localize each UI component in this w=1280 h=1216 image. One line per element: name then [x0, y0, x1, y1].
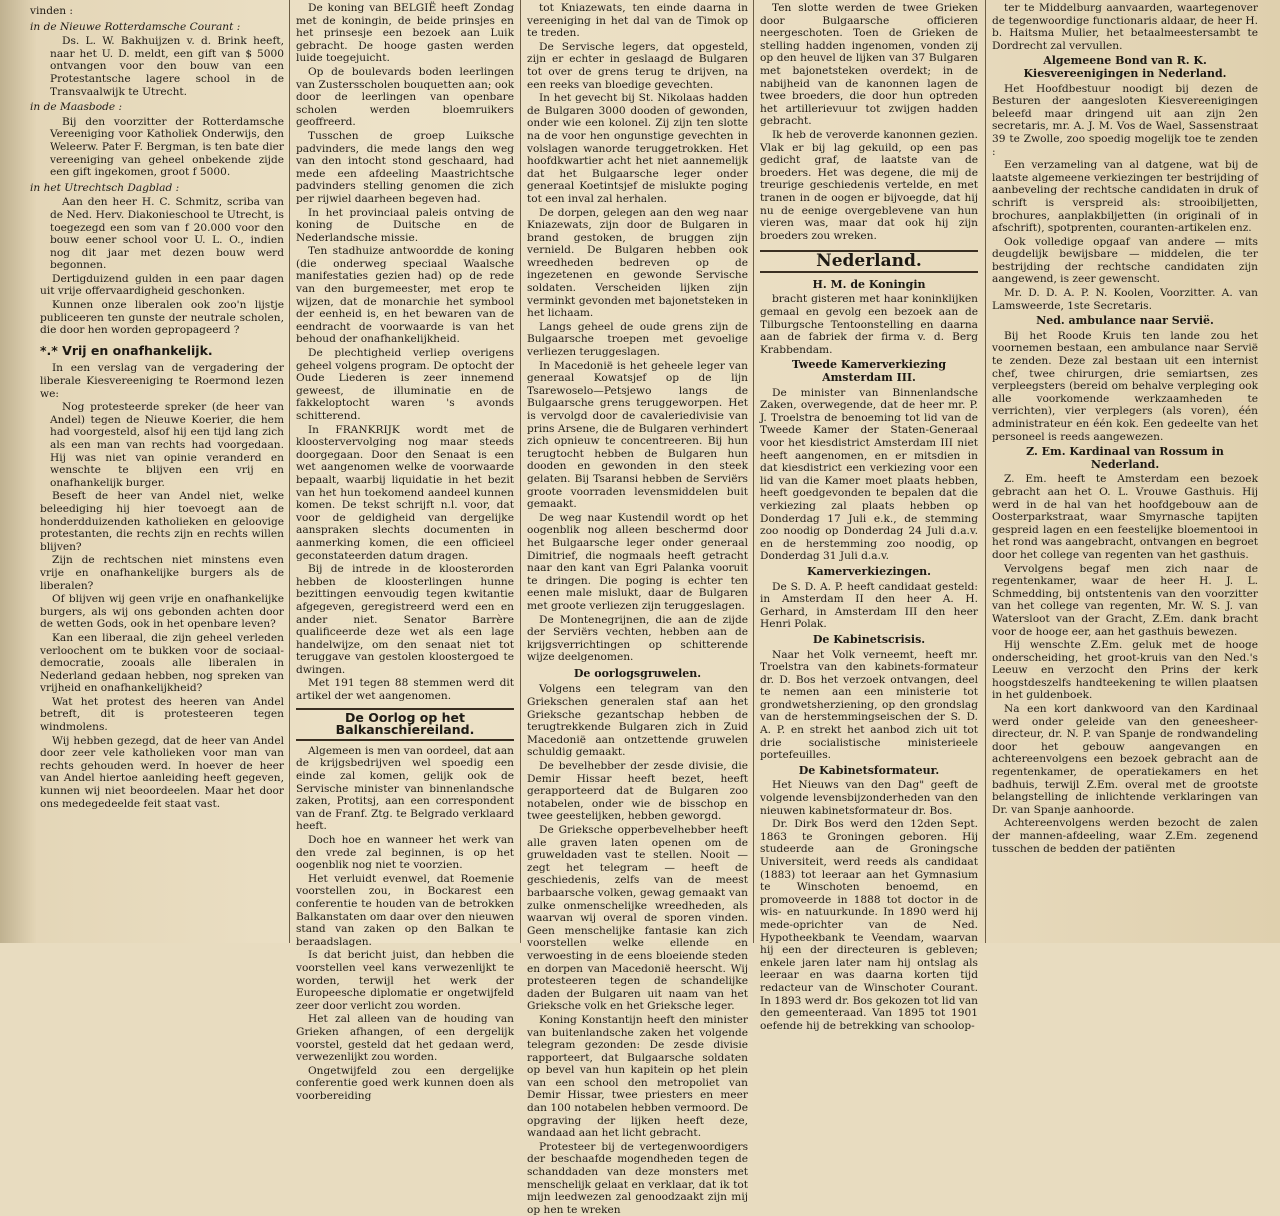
col2-paragraph: Doch hoe en wanneer het werk van den vrede zal beginnen, is op het oogenblik nog niet te voorzien. — [296, 834, 514, 872]
col1-paragraph: Beseft de heer van Andel niet, welke beleediging hij hier toevoegt aan de honderdduizenden katholieken en geloovige protestanten, die rechts zijn en rechts willen blijven? — [40, 490, 284, 553]
col4-subheading: De Kabinetsformateur. — [798, 763, 940, 777]
column-2 — [290, 0, 520, 1102]
col4-paragraph: Dr. Dirk Bos werd den 12den Sept. 1863 te Groningen geboren. Hij studeerde aan de Groningsche Universiteit, werd reeds als candidaat (1883) tot leeraar aan het Gymnasium te Winschoten benoemd, en promoveerde in 1888 tot doctor in de wis- en natuurkunde. In 1890 werd hij mede-oprichter van de Ned. Hypotheekbank te Veendam, waarvan hij een der directeuren is gebleven; enkele jaren later nam hij ontslag als leeraar en was daarna korten tijd redacteur van de Winschoter Courant. In 1893 werd dr. Bos gekozen tot lid van den gemeenteraad. Van 1895 tot 1901 oefende hij de betrekking van schoolop- — [760, 818, 978, 1032]
col5-paragraph: Hij wenschte Z.Em. geluk met de hooge onderscheiding, het groot-kruis van den Ned.'s Leeuw en verzocht den Prins der kerk hoogstdeszelfs handteekening te willen plaatsen in het guldenboek. — [992, 639, 1258, 702]
col4-subheading: De Kabinetscrisis. — [812, 632, 926, 646]
col3-paragraph: De weg naar Kustendil wordt op het oogenblik nog alleen beschermd door het Bulgaarsche leger onder generaal Dimitrief, die nogmaals heeft getracht naar den kant van Egri Palanka vooruit te dringen. Die poging is echter ten eenen male mislukt, daar de Bulgaren met groote verliezen zijn teruggeslagen. — [527, 511, 748, 612]
col2-paragraph: Ongetwijfeld zou een dergelijke conferentie goed werk kunnen doen als voorbereiding — [296, 1064, 514, 1102]
col2-paragraph: In FRANKRIJK wordt met de kloostervervolging nog maar steeds doorgegaan. Door den Senaat is een wet aangenomen welke de voorwaarde bepaalt, waarbij liquidatie in het bezit van het hun toekomend aandeel kunnen komen. De tekst schrijft n.l. voor, dat voor de geldigheid van dergelijke aanspraken slechts documenten in aanmerking komen, die een officieel geconstateerden datum dragen. — [296, 423, 514, 562]
col5-paragraph: Een verzameling van al datgene, wat bij de laatste algemeene verkiezingen ter bestrijding of aanbeveling der rechtsche candidaten in druk of schrift is verspreid als: strooibiljetten, brochures, aanplakbiljetten (in originali of in afschrift), spotprenten, couranten-artikelen enz. — [992, 159, 1258, 235]
col4-paragraph: Ten slotte werden de twee Grieken door Bulgaarsche officieren neergeschoten. Toen de Grieken de stelling hadden ingenomen, vonden zij op den heuvel de lijken van 37 Bulgaren met bajonetsteken overdekt; in de nabijheid van de kanonnen lagen de twee broeders, die door hun optreden het artillerievuur tot zwijgen hadden gebracht. — [760, 2, 978, 128]
col1-paragraph: Kunnen onze liberalen ook zoo'n lijstje publiceeren ten gunste der neutrale scholen, die door hen worden gepropageerd ? — [40, 299, 284, 337]
col1-paragraph: Aan den heer H. C. Schmitz, scriba van de Ned. Herv. Diakonieschool te Utrecht, is toegezegd een som van f 20.000 voor den bouw eener school voor U. L. O., indien nog dit jaar met dezen bouw werd begonnen. — [50, 196, 284, 272]
col5-paragraph: Na een kort dankwoord van den Kardinaal werd onder geleide van den geneesheer-directeur, dr. N. P. van Spanje de rondwandeling door het gebouw aangevangen en achtereenvolgens een bezoek gebracht aan de regentenkamer, de operatiekamers en het badhuis, terwijl Z.Em. overal met de grootste belangstelling de inlichtende verklaringen van Dr. van Spanje aanhoorde. — [992, 703, 1258, 816]
col5-paragraph: Mr. D. D. A. P. N. Koolen, Voorzitter. A. van Lamsweerde, 1ste Secretaris. — [992, 287, 1258, 312]
col2-paragraph: Bij de intrede in de kloosterorden hebben de kloosterlingen hunne bezittingen eenvoudig tegen kwitantie afgegeven, geregistreerd werd een en ander niet. Senator Barrère qualificeerde deze wet als een lage handelwijze, om den senaat niet tot teruggave van gestolen kloostergoed te dwingen. — [296, 563, 514, 676]
col2-paragraph: Is dat bericht juist, dan hebben die voorstellen veel kans verwezenlijkt te worden, terwijl het werk der Europeesche diplomatie er ongetwijfeld zeer door verlicht zou worden. — [296, 949, 514, 1012]
col2-paragraph: In het provinciaal paleis ontving de koning de Duitsche en de Nederlandsche missie. — [296, 206, 514, 244]
col2-paragraph: Met 191 tegen 88 stemmen werd dit artikel der wet aangenomen. — [296, 677, 514, 703]
col1-paragraph: Of blijven wij geen vrije en onafhankelijke burgers, als wij ons gebonden achten door de wetten Gods, ook in het openbare leven? — [40, 593, 284, 631]
col1-paragraph: Kan een liberaal, die zijn geheel verleden verloochent om te bukken voor de sociaal-democratie, zooals alle liberalen in Nederland gedaan hebben, nog spreken van vrijheid en onafhankelijkheid? — [40, 631, 284, 695]
col5-paragraph: Het Hoofdbestuur noodigt bij dezen de Besturen der aangesloten Kiesvereenigingen beleefd maar dringend uit aan zijn 2en secretaris, mr. A. J. M. Vos de Wael, Sassenstraat 39 te Zwolle, zoo spoedig mogelijk toe te zenden : — [992, 82, 1258, 158]
col2-paragraph: Tusschen de groep Luiksche padvinders, die mede langs den weg van den intocht stond geschaard, had mede een afdeeling Maastrichtsche padvinders stelling genomen die zich per rijwiel daarheen begeven had. — [296, 129, 514, 205]
col4-subheading: Kamerverkiezingen. — [806, 564, 932, 578]
col5-subheading: Z. Em. Kardinaal van Rossum in Nederland. — [1026, 445, 1224, 471]
col3-paragraph: De Montenegrijnen, die aan de zijde der Serviërs vechten, hebben aan de krijgsverrichtingen op schitterende wijze deelgenomen. — [527, 613, 748, 664]
col2-paragraph: Het verluidt evenwel, dat Roemenie voorstellen zou, in Bockarest een conferentie te houden van de betrokken Balkanstaten om daar over den nieuwen stand van zaken op den Balkan te beraadslagen. — [296, 872, 514, 948]
col2-paragraph: Het zal alleen van de houding van Grieken afhangen, of een dergelijk voorstel, gesteld dat het gedaan werd, verwezenlijkt zou worden. — [296, 1013, 514, 1064]
col1-source-maasbode: in de Maasbode : — [30, 101, 123, 114]
col1-paragraph: Wat het protest des heeren van Andel betreft, dit is protesteeren tegen windmolens. — [40, 695, 284, 734]
col4-paragraph: Naar het Volk verneemt, heeft mr. Troelstra van den kabinets-formateur dr. D. Bos het verzoek ontvangen, deel te nemen aan een ministerie tot grondwetsherziening, op den grondslag van de herstemmingseischen der S. D. A. P. en strekt het aanbod zich uit tot drie socialistische ministerieele portefeuilles. — [760, 648, 978, 762]
col1-paragraph: Dertigduizend gulden in een paar dagen uit vrije offervaardigheid geschonken. — [40, 272, 284, 298]
col2-paragraph: Algemeen is men van oordeel, dat aan de krijgsbedrijven wel spoedig een einde zal komen, gelijk ook de Servische minister van binnenlandsche zaken, Protitsj, aan een correspondent van de Franf. Ztg. te Belgrado verklaard heeft. — [296, 744, 514, 833]
col3-paragraph: tot Kniazewats, ten einde daarna in vereeniging in het dal van de Timok op te treden. — [527, 2, 748, 40]
col1-paragraph: In een verslag van de vergadering der liberale Kiesvereeniging te Roermond lezen we: — [40, 362, 284, 400]
col5-subheading: Algemeene Bond van R. K. Kiesvereenigingen in Nederland. — [1023, 54, 1227, 80]
col3-heading-gruwelen: De oorlogsgruwelen. — [573, 666, 702, 680]
col5-paragraph: Vervolgens begaf men zich naar de regentenkamer, waar de heer H. J. L. Schmedding, bij ontstentenis van den voorzitter van het college van regenten, Mr. W. S. J. van Watersloot van der Gracht, Z.Em. dank bracht voor de hooge eer, aan het gasthuis bewezen. — [992, 562, 1258, 638]
col3-paragraph: In het gevecht bij St. Nikolaas hadden de Bulgaren 3000 dooden of gewonden, onder wie een kolonel. Zij zijn ten slotte na de voor hen ongunstige gevechten in volslagen wanorde teruggetrokken. Het hoofdkwartier acht het niet aannemelijk dat het Bulgaarsche leger onder generaal Koetintsjef de mislukte poging tot een inval zal herhalen. — [527, 92, 748, 205]
col2-paragraph: Ten stadhuize antwoordde de koning (die onderweg speciaal Waalsche manifestaties gezien had) op de rede van den burgemeester, met erop te wijzen, dat de monarchie het symbool der eenheid is, en het bewaren van de eendracht de voorwaarde is van het behoud der onafhankelijkheid. — [296, 245, 514, 346]
col2-paragraph: De plechtigheid verliep overigens geheel volgens program. De optocht der Oude Liederen is zeer innemend geweest, de illuminatie en de fakkeloptocht waren 's avonds schitterend. — [296, 347, 514, 422]
col4-heading-nederland: Nederland. — [760, 250, 978, 273]
col1-paragraph: Bij den voorzitter der Rotterdamsche Vereeniging voor Katholiek Onderwijs, den Weleerw. Pater F. Bergman, is ten bate dier vereeniging van geheel onbekende zijde een gift ingekomen, groot f 5000. — [50, 115, 284, 179]
col4-paragraph: bracht gisteren met haar koninklijken gemaal en gevolg een bezoek aan de Tilburgsche Tentoonstelling en daarna aan de fabriek der firma v. d. Berg Krabbendam. — [760, 293, 978, 356]
col4-paragraph: De minister van Binnenlandsche Zaken, overwegende, dat de heer mr. P. J. Troelstra de benoeming tot lid van de Tweede Kamer der Staten-Generaal voor het kiesdistrict Amsterdam III niet heeft aangenomen, en er mitsdien in dat kiesdistrict een verkiezing voor een lid van die Kamer moet plaats hebben, heeft goedgevonden te bepalen dat die verkiezing zal plaats hebben op Donderdag 17 Juli e.k., de stemming zoo noodig op Donderdag 24 Juli d.a.v. en de herstemming zoo noodig, op Donderdag 31 Juli d.a.v. — [760, 386, 978, 563]
col1-paragraph: Ds. L. W. Bakhuijzen v. d. Brink heeft, naar het U. D. meldt, een gift van $ 5000 ontvangen voor den bouw van een Protestantsche lagere school in de Transvaalwijk te Utrecht. — [50, 35, 284, 98]
col1-paragraph: Wij hebben gezegd, dat de heer van Andel door zeer vele katholieken voor man van rechts gehouden werd. In hoever de heer van Andel hiertoe aanleiding heeft gegeven, kunnen wij niet beoordeelen. Maar het door ons medegedeelde feit staat vast. — [40, 734, 284, 810]
col3-paragraph: Protesteer bij de vertegenwoordigers der beschaafde mogendheden tegen de schanddaden van deze monsters met menschelijk gelaat en verklaar, dat ik tot mijn leedwezen zal genoodzaakt zijn mij op hen te wreken — [527, 1140, 748, 1216]
col1-paragraph: Zijn de rechtschen niet minstens even vrije en onafhankelijke burgers als de liberalen? — [40, 554, 284, 592]
col3-paragraph: Koning Konstantijn heeft den minister van buitenlandsche zaken het volgende telegram gezonden: De zesde divisie rapporteert, dat Bulgaarsche soldaten op bevel van hun kapitein op het plein van een school den metropoliet van Demir Hissar, twee priesters en meer dan 100 notabelen hebben vermoord. De opgraving der lijken heeft deze, wandaad aan het licht gebracht. — [527, 1013, 748, 1140]
col2-paragraph: Op de boulevards boden leerlingen van Zustersscholen bouquetten aan; ook door de leerlingen van openbare scholen werden bloemruikers geoffreerd. — [296, 65, 514, 129]
col4-subheading: H. M. de Koningin — [812, 277, 926, 291]
col5-paragraph: ter te Middelburg aanvaarden, waartegenover de tegenwoordige functionaris aldaar, de heer H. b. Haitsma Mulier, het betaalmeestersambt te Dordrecht zal vervullen. — [992, 2, 1258, 52]
col1-source-nrc: in de Nieuwe Rotterdamsche Courant : — [30, 20, 241, 33]
col1-source-utrechtsch: in het Utrechtsch Dagblad : — [30, 181, 180, 194]
col1-line-vinden: vinden : — [30, 5, 74, 17]
col4-subheading: Tweede Kamerverkiezing Amsterdam III. — [791, 358, 947, 385]
col5-paragraph: Achtereenvolgens werden bezocht de zalen der mannen-afdeeling, waar Z.Em. zegenend tusschen de bedden der patiënten — [992, 817, 1258, 855]
column-5 — [986, 0, 1280, 943]
col4-paragraph: Het Nieuws van den Dag" geeft de volgende levensbijzonderheden van den nieuwen kabinetsformateur dr. Bos. — [760, 779, 978, 817]
column-1 — [0, 0, 290, 943]
col3-paragraph: De Servische legers, dat opgesteld, zijn er echter in geslaagd de Bulgaren tot over de grens terug te drijven, na een reeks van bloedige gevechten. — [527, 40, 748, 91]
column-4 — [754, 0, 984, 1032]
col1-paragraph: Nog protesteerde spreker (de heer van Andel) tegen de Nieuwe Koerier, die hem had voorgesteld, alsof hij een tijd lang zich als een man van rechts had voorgedaan. Hij was niet van opinie veranderd en wenschte te blijven een vrij en onafhankelijk burger. — [50, 401, 284, 489]
col1-heading-vrij: *.* Vrij en onafhankelijk. — [40, 342, 213, 358]
col3-paragraph: Volgens een telegram van den Griekschen generalen staf aan het Grieksche gezantschap hebben de terugtrekkende Bulgaren zich in Zuid Macedonië aan ontzettende gruwelen schuldig gemaakt. — [527, 683, 748, 759]
column-3 — [521, 0, 754, 1216]
col5-paragraph: Z. Em. heeft te Amsterdam een bezoek gebracht aan het O. L. Vrouwe Gasthuis. Hij werd in de hal van het hoofdgebouw aan de Oosterparkstraat, waar Smyrnasche tapijten gespreid lagen en een feestelijke bloementooi in het rond was aangebracht, ontvangen en begroet door het college van regenten van het gasthuis. — [992, 473, 1258, 561]
col2-paragraph: De koning van BELGIË heeft Zondag met de koningin, de beide prinsjes en het prinsesje een bezoek aan Luik gebracht. De hooge gasten werden luide toegejuicht. — [296, 2, 514, 65]
col2-heading-balkan: De Oorlog op het Balkanschiereiland. — [296, 708, 514, 741]
col3-paragraph: De dorpen, gelegen aan den weg naar Kniazewats, zijn door de Bulgaren in brand gestoken, de bruggen zijn vernield. De Bulgaren hebben ook wreedheden bedreven op de ingezetenen en gewonde Servische soldaten. Verscheiden lijken zijn verminkt gevonden met bajonetsteken in het lichaam. — [527, 206, 748, 320]
col3-paragraph: Langs geheel de oude grens zijn de Bulgaarsche troepen met gevoelige verliezen teruggeslagen. — [527, 320, 748, 359]
col3-paragraph: De bevelhebber der zesde divisie, die Demir Hissar heeft bezet, heeft gerapporteerd dat de Bulgaren zoo notabelen, onder wie de bisschop en twee geestelijken, hebben geworgd. — [527, 760, 748, 823]
col5-subheading: Ned. ambulance naar Servië. — [1036, 314, 1214, 328]
col5-paragraph: Ook volledige opgaaf van andere — mits deugdelijk bewijsbare — middelen, die ter bestrijding der rechtsche candidaten zijn aangewend, is zeer gewenscht. — [992, 235, 1258, 286]
col5-paragraph: Bij het Roode Kruis ten lande zou het voornemen bestaan, een ambulance naar Servië te zenden. Deze zal bestaan uit een internist chef, twee chirurgen, drie semiartsen, zes verpleegsters (bereid om behalve verpleging ook alle voorkomende werkzaamheden te verrichten), vier verplegers (als voren), één administrateur en één kok. Een gedeelte van het personeel is reeds aangewezen. — [992, 329, 1258, 443]
col4-paragraph: Ik heb de veroverde kanonnen gezien. Vlak er bij lag gekuild, op een pas gedicht graf, de laatste van de broeders. Het was degene, die mij de treurige geschiedenis vertelde, en met tranen in de oogen er bijvoegde, dat hij nu de eenige overgeblevene van hun vieren was, maar dat ook hij zijn broeders zou wreken. — [760, 128, 978, 242]
col3-paragraph: De Grieksche opperbevelhebber heeft alle graven laten openen om de gruweldaden vast te stellen. Nooit — zegt het telegram — heeft de geschiedenis, zelfs van de meest barbaarsche volken, gewag gemaakt van zulke onmenschelijke wreedheden, als waarvan wij overal de sporen vinden. Geen menschelijke fantasie kan zich voorstellen welke ellende en verwoesting in de eens bloeiende steden en dorpen van Macedonië heerscht. Wij protesteeren tegen de schandelijke daden der Bulgaren uit naam van het Grieksche volk en het Grieksche leger. — [527, 824, 748, 1013]
col4-paragraph: De S. D. A. P. heeft candidaat gesteld: in Amsterdam II den heer A. H. Gerhard, in Amsterdam III den heer Henri Polak. — [760, 580, 978, 631]
col3-paragraph: In Macedonië is het geheele leger van generaal Kowatsjef op de lijn Tsarewoselo—Petsjewo langs de Bulgaarsche grens teruggeworpen. Het is vervolgd door de cavaleriedivisie van prins Arsene, die de Bulgaren verhindert zich opnieuw te concentreeren. Bij hun terugtocht hebben de Bulgaren hun dooden en gewonden in den steek gelaten. Bij Tsaransi hebben de Serviërs groote voorraden levensmiddelen buit gemaakt. — [527, 359, 748, 511]
